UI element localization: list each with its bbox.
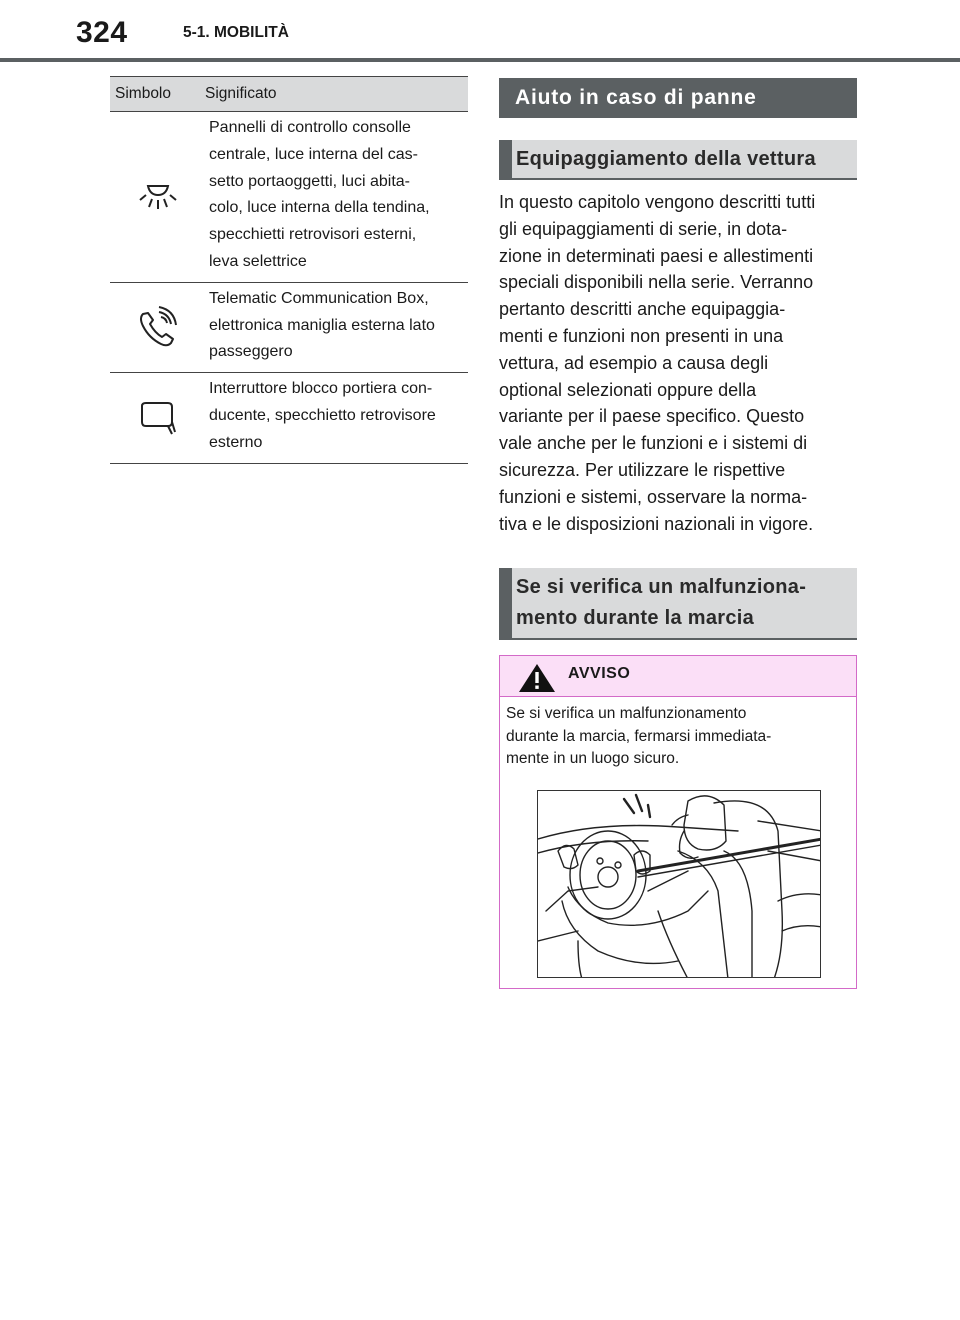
table-header-symbol: Simbolo [110, 77, 205, 112]
table-row [110, 373, 468, 463]
body-line: vale anche per le funzioni e i sistemi di [499, 433, 808, 454]
interior-light-icon [110, 182, 205, 212]
table-cell-line: specchietti retrovisori esterni, [209, 226, 417, 244]
table-cell-line: esterno [209, 433, 263, 451]
page-header [0, 0, 960, 62]
table-cell-line: elettronica maniglia esterna lato [209, 316, 435, 334]
section-title: 5-1. MOBILITÀ [183, 24, 289, 41]
table-cell-line: leva selettrice [209, 252, 307, 270]
table-row [110, 112, 468, 283]
body-line: variante per il paese specifico. Questo [499, 406, 805, 427]
body-line: zione in determinati paesi e allestimenti [499, 245, 814, 266]
warning-line: mente in un luogo sicuro. [506, 750, 680, 767]
table-cell-line: Telematic Communication Box, [209, 289, 429, 307]
symbol-table [110, 76, 468, 464]
table-cell-line: Pannelli di controllo consolle [209, 119, 411, 136]
body-line: vettura, ad esempio a causa degli [499, 352, 769, 373]
header-rule [0, 58, 960, 62]
table-header-meaning: Significato [205, 77, 468, 112]
body-line: optional selezionati oppure della [499, 379, 757, 400]
body-line: gli equipaggiamenti di serie, in dota- [499, 218, 788, 239]
table-cell-line: colo, luce interna della tendina, [209, 199, 430, 217]
side-mirror-icon [110, 400, 205, 436]
body-line: menti e funzioni non presenti in una [499, 325, 784, 346]
driver-illustration [537, 790, 821, 978]
body-paragraph [499, 189, 857, 537]
chapter-banner: Aiuto in caso di panne [499, 78, 857, 118]
table-cell-line: passeggero [209, 343, 293, 361]
body-line: pertanto descritti anche equipaggia- [499, 299, 786, 320]
warning-line: Se si verifica un malfunzionamento [506, 705, 747, 722]
body-line: speciali disponibili nella serie. Verranno [499, 272, 814, 293]
phone-signal-icon [110, 304, 205, 350]
subheading-equipment: Equipaggiamento della vettura [499, 140, 857, 180]
warning-line: durante la marcia, fermarsi immediata- [506, 727, 772, 745]
body-line: funzioni e sistemi, osservare la norma- [499, 486, 808, 507]
table-cell-line: Interruttore blocco portiera con- [209, 380, 433, 398]
table-cell-line: setto portaoggetti, luci abita- [209, 172, 411, 190]
warning-box [499, 655, 857, 989]
warning-header [500, 656, 856, 697]
body-line: sicurezza. Per utilizzare le rispettive [499, 459, 786, 480]
table-cell-line: ducente, specchietto retrovisore [209, 406, 436, 424]
subheading-line: Se si verifica un malfunziona- [516, 576, 807, 598]
body-line: In questo capitolo vengono descritti tutti [499, 192, 816, 212]
table-cell-line: centrale, luce interna del cas- [209, 145, 418, 163]
warning-title: AVVISO [568, 665, 631, 682]
table-header-row [110, 77, 468, 112]
warning-triangle-icon [518, 663, 556, 698]
subheading-malfunction [499, 568, 857, 640]
subheading-line: mento durante la marcia [516, 607, 755, 629]
body-line: tiva e le disposizioni nazionali in vigore. [499, 513, 814, 534]
table-row [110, 282, 468, 372]
warning-text [506, 703, 836, 771]
page-number: 324 [76, 16, 128, 49]
